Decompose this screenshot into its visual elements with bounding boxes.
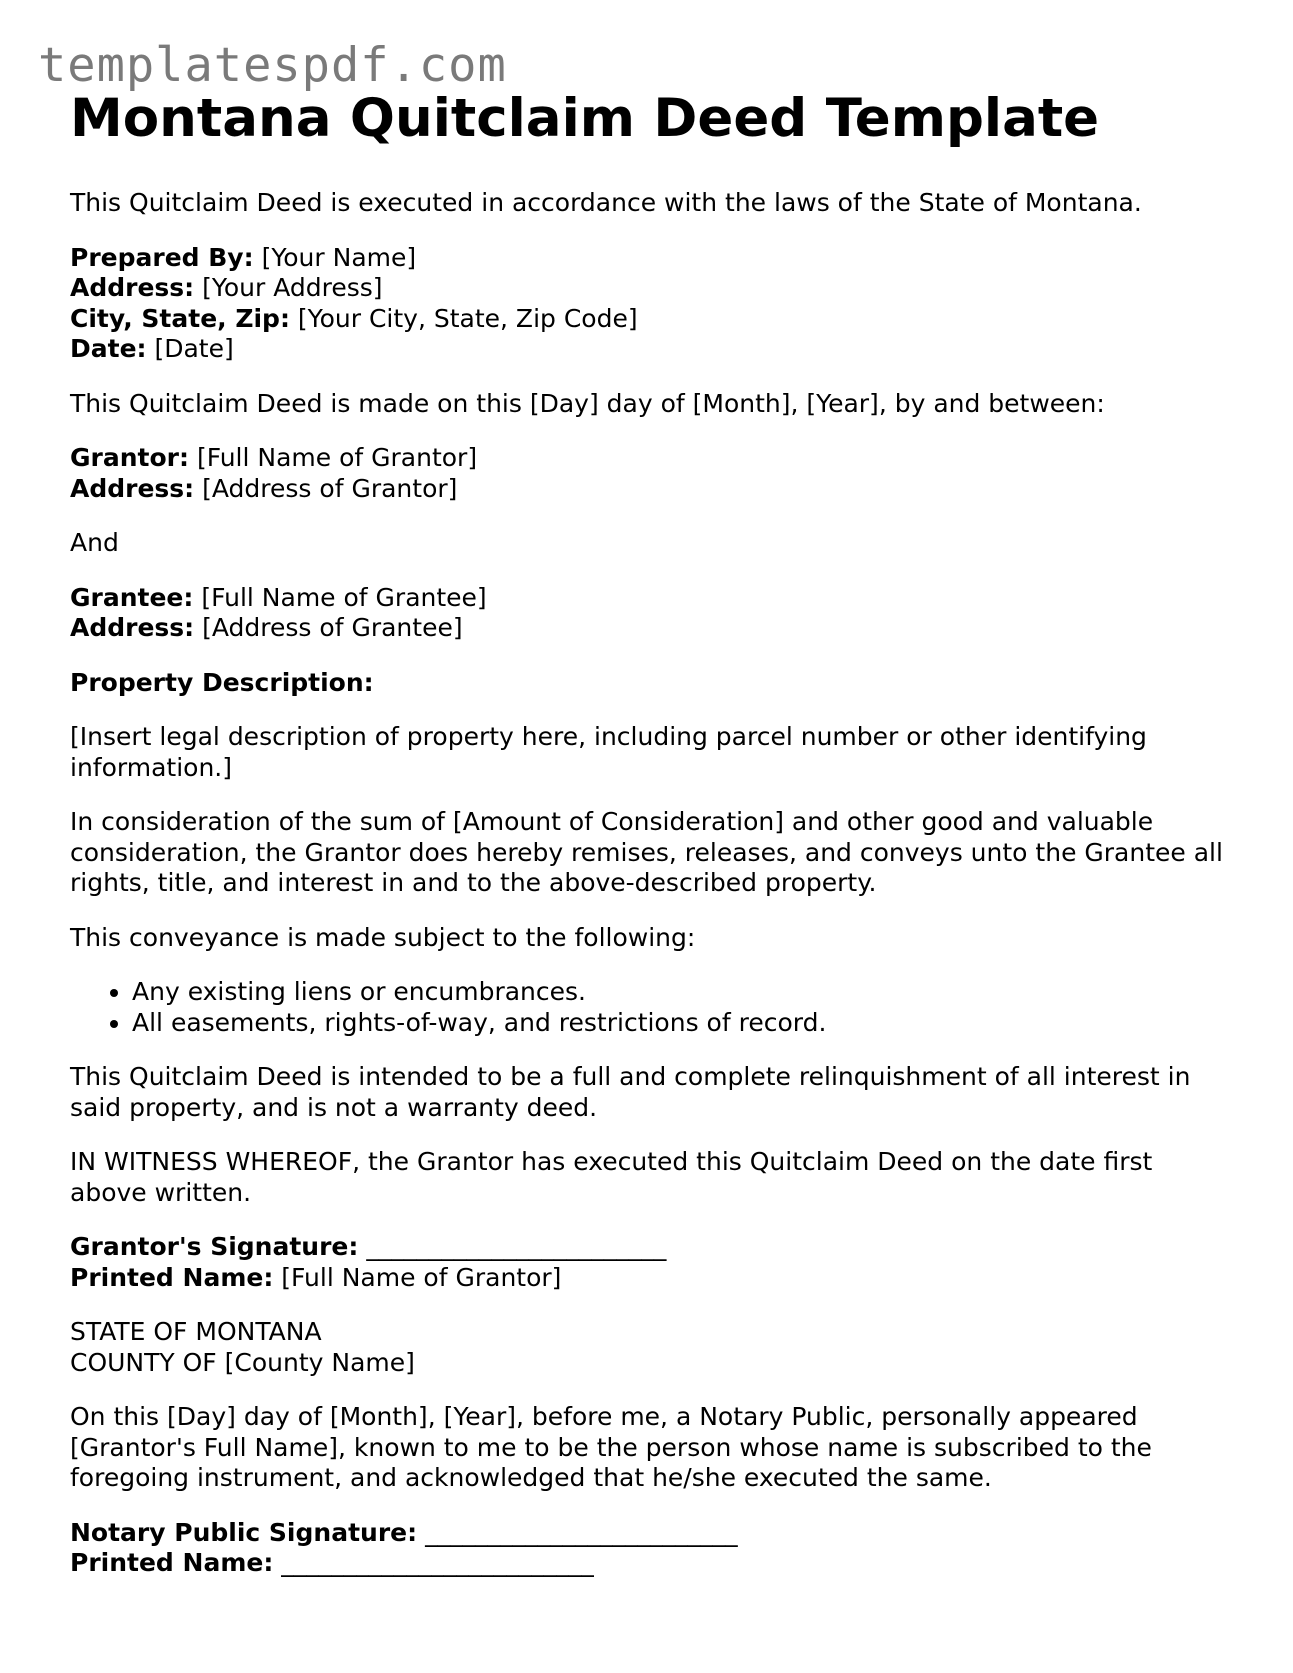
notary-signature-label: Notary Public Signature: bbox=[70, 1517, 418, 1547]
notary-printed-name-blank[interactable]: _________________________ bbox=[281, 1548, 594, 1577]
grantor-signature-blank[interactable]: ________________________ bbox=[366, 1232, 667, 1261]
preparer-city-line bbox=[70, 304, 1230, 335]
venue-county: COUNTY OF [County Name] bbox=[70, 1347, 415, 1377]
grantor-name-label: Grantor: bbox=[70, 443, 189, 472]
consideration-paragraph: In consideration of the sum of [Amount of Consideration] and other good and valuable consideration, the Grantor does hereby remises, releases, and conveys unto the Grantee all rights, title, and interest in and to the above-described property. bbox=[70, 807, 1223, 897]
notary-signature-block bbox=[70, 1518, 1230, 1579]
grantor-printed-name-value: [Full Name of Grantor] bbox=[281, 1262, 562, 1292]
grantor-address-line bbox=[70, 474, 1230, 505]
notary-printed-name-label: Printed Name: bbox=[70, 1548, 274, 1577]
grantor-block bbox=[70, 443, 1230, 504]
notary-printed-name-line bbox=[70, 1548, 1230, 1579]
preparer-date-line bbox=[70, 334, 1230, 365]
grantee-address-label: Address: bbox=[70, 613, 195, 642]
grantor-name-line bbox=[70, 443, 1230, 474]
preparer-city-label: City, State, Zip: bbox=[70, 303, 290, 333]
grantee-address-line bbox=[70, 613, 1230, 644]
preparer-city-value: [Your City, State, Zip Code] bbox=[297, 303, 638, 333]
grantee-block bbox=[70, 583, 1230, 644]
document-body bbox=[70, 84, 1230, 1603]
list-item: • All easements, rights-of-way, and restrictions of record. bbox=[132, 1008, 1230, 1039]
subject-intro: This conveyance is made subject to the following: bbox=[70, 922, 696, 952]
prepared-by-line bbox=[70, 243, 1230, 274]
property-heading-text: Property Description: bbox=[70, 667, 374, 697]
grantor-printed-name-line bbox=[70, 1263, 1230, 1294]
venue-state: STATE OF MONTANA bbox=[70, 1317, 322, 1346]
acknowledgment-paragraph: On this [Day] day of [Month], [Year], before me, a Notary Public, personally appeared [Grantor's Full Name], known to me to be the person whose name is subscribed to the foregoing instrument, and acknowledged that he/she executed the same. bbox=[70, 1402, 1152, 1492]
page-title: Montana Quitclaim Deed Template bbox=[70, 88, 1100, 149]
preparer-address-label: Address: bbox=[70, 273, 195, 302]
preparer-date-value: [Date] bbox=[154, 334, 234, 363]
witness-paragraph: IN WITNESS WHEREOF, the Grantor has executed this Quitclaim Deed on the date first above written. bbox=[70, 1147, 1153, 1207]
property-heading bbox=[70, 668, 1230, 699]
preparer-address-value: [Your Address] bbox=[202, 273, 383, 302]
grantor-address-value: [Address of Grantor] bbox=[202, 473, 458, 503]
grantee-name-line bbox=[70, 583, 1230, 614]
prepared-by-label: Prepared By: bbox=[70, 242, 254, 272]
notary-venue bbox=[70, 1317, 1230, 1378]
intro-paragraph: This Quitclaim Deed is executed in accordance with the laws of the State of Montana. bbox=[70, 188, 1142, 217]
grantor-signature-label: Grantor's Signature: bbox=[70, 1232, 359, 1261]
grantor-signature-line bbox=[70, 1232, 1230, 1263]
prepared-by-block bbox=[70, 243, 1230, 365]
property-description: [Insert legal description of property here, including parcel number or other identifying information.] bbox=[70, 722, 1147, 782]
preparer-address-line bbox=[70, 273, 1230, 304]
watermark-logo: templatespdf.com bbox=[38, 38, 507, 93]
grantor-signature-block bbox=[70, 1232, 1230, 1293]
grantee-name-label: Grantee: bbox=[70, 582, 194, 612]
list-item: • Any existing liens or encumbrances. bbox=[132, 977, 1230, 1008]
subject-list bbox=[70, 977, 1230, 1038]
preparer-date-label: Date: bbox=[70, 334, 147, 363]
notary-signature-line bbox=[70, 1518, 1230, 1549]
prepared-by-value: [Your Name] bbox=[261, 242, 417, 272]
grantee-name-value: [Full Name of Grantee] bbox=[201, 582, 487, 612]
relinquishment-paragraph: This Quitclaim Deed is intended to be a full and complete relinquishment of all interest in said property, and is not a warranty deed. bbox=[70, 1062, 1191, 1122]
grantor-name-value: [Full Name of Grantor] bbox=[196, 443, 478, 472]
grantor-address-label: Address: bbox=[70, 473, 195, 503]
grantee-address-value: [Address of Grantee] bbox=[202, 613, 463, 642]
and-separator: And bbox=[70, 528, 119, 557]
notary-signature-blank[interactable]: _________________________ bbox=[425, 1517, 738, 1547]
made-on-paragraph: This Quitclaim Deed is made on this [Day] day of [Month], [Year], by and between: bbox=[70, 388, 1105, 418]
grantor-printed-name-label: Printed Name: bbox=[70, 1262, 274, 1292]
